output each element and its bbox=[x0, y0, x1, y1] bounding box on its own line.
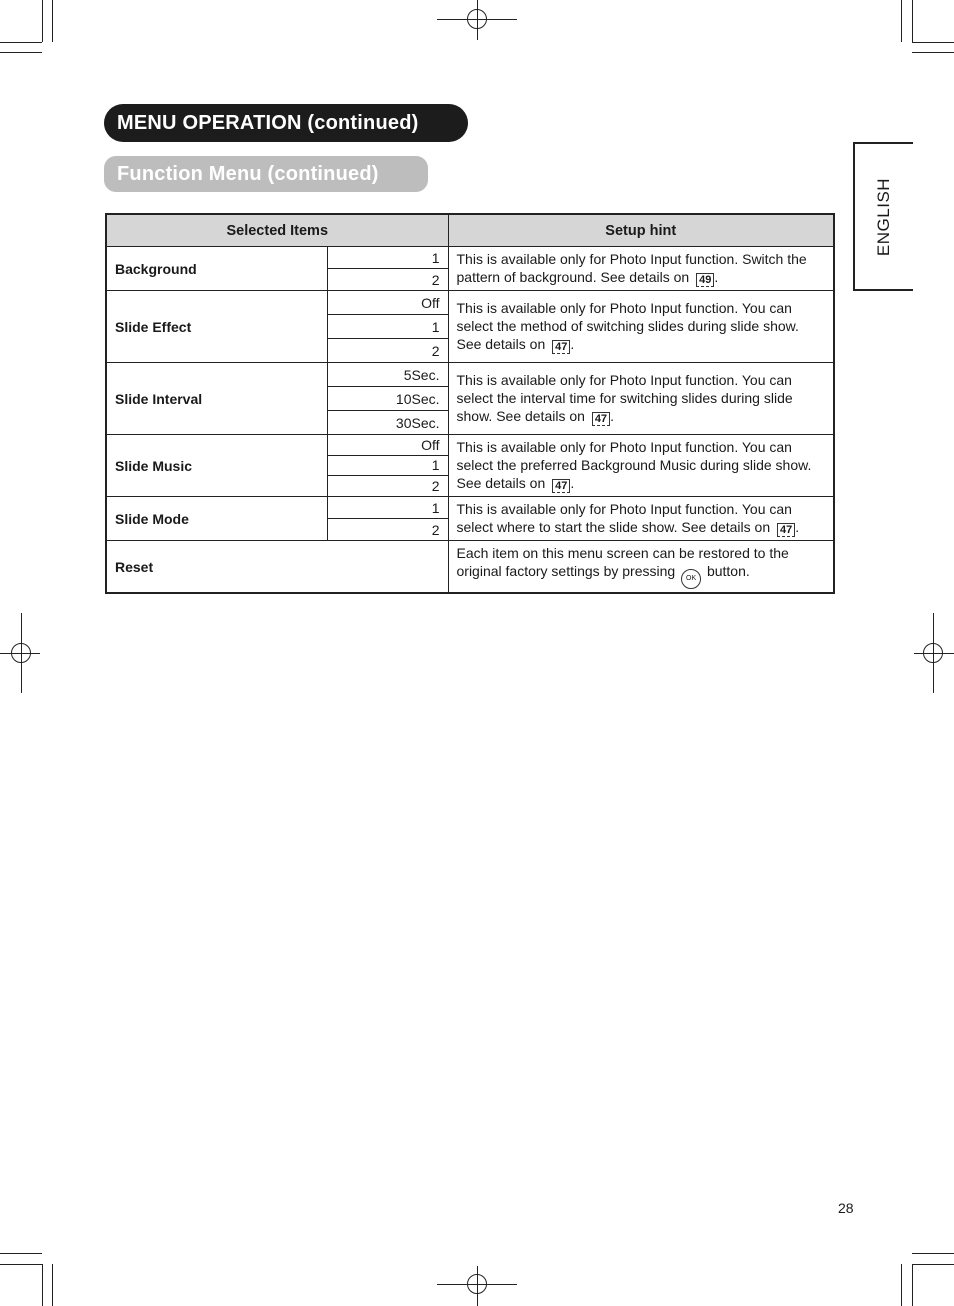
crop-mark bbox=[912, 52, 954, 53]
crop-mark bbox=[52, 1264, 53, 1306]
hint-end: . bbox=[795, 519, 800, 535]
table-row bbox=[106, 541, 834, 594]
ok-button-icon: OK bbox=[681, 569, 701, 589]
setup-hint bbox=[448, 247, 834, 291]
hint-text: This is available only for Photo Input function. You can select the interval time for switching slides during slide show. See details on bbox=[456, 372, 793, 424]
setup-hint bbox=[448, 291, 834, 363]
crop-mark bbox=[42, 0, 43, 42]
option-value: 1 bbox=[327, 315, 448, 339]
option-value: 1 bbox=[327, 497, 448, 519]
hint-text: This is available only for Photo Input function. You can select where to start the slide show. See details on bbox=[456, 501, 792, 535]
table-row bbox=[106, 291, 834, 315]
table-row bbox=[106, 363, 834, 387]
hint-text: This is available only for Photo Input function. You can select the method of switching slides during slide show. See details on bbox=[456, 300, 799, 352]
option-value: 2 bbox=[327, 269, 448, 291]
registration-mark bbox=[477, 0, 478, 40]
crop-mark bbox=[912, 0, 913, 42]
item-reset: Reset bbox=[106, 541, 448, 594]
header-setup-hint: Setup hint bbox=[448, 214, 834, 247]
hint-end: . bbox=[570, 336, 575, 352]
crop-mark bbox=[0, 1264, 42, 1265]
page-reference-icon: 47 bbox=[777, 523, 795, 537]
crop-mark bbox=[0, 42, 42, 43]
option-value: Off bbox=[327, 291, 448, 315]
crop-mark bbox=[901, 0, 902, 42]
crop-mark bbox=[912, 1264, 913, 1306]
crop-mark bbox=[912, 1264, 954, 1265]
setup-hint bbox=[448, 363, 834, 435]
option-value: 5Sec. bbox=[327, 363, 448, 387]
item-slide-music: Slide Music bbox=[106, 435, 327, 497]
table-row bbox=[106, 435, 834, 456]
option-value: 2 bbox=[327, 339, 448, 363]
language-tab-label: ENGLISH bbox=[874, 177, 893, 256]
hint-end: . bbox=[714, 269, 719, 285]
crop-mark bbox=[912, 42, 954, 43]
hint-end: . bbox=[570, 475, 575, 491]
option-value: 2 bbox=[327, 476, 448, 497]
registration-mark bbox=[933, 613, 934, 693]
language-tab bbox=[853, 142, 913, 291]
item-slide-effect: Slide Effect bbox=[106, 291, 327, 363]
crop-mark bbox=[0, 1253, 42, 1254]
option-value: Off bbox=[327, 435, 448, 456]
hint-end: button. bbox=[706, 563, 750, 579]
page-reference-icon: 49 bbox=[696, 273, 714, 287]
crop-mark bbox=[52, 0, 53, 42]
option-value: 1 bbox=[327, 247, 448, 269]
hint-text: This is available only for Photo Input function. Switch the pattern of background. See details on bbox=[456, 251, 807, 285]
option-value: 2 bbox=[327, 519, 448, 541]
page-reference-icon: 47 bbox=[552, 340, 570, 354]
item-background: Background bbox=[106, 247, 327, 291]
page-number: 28 bbox=[838, 1200, 854, 1216]
option-value: 1 bbox=[327, 455, 448, 476]
crop-mark bbox=[0, 52, 42, 53]
setup-hint bbox=[448, 541, 834, 594]
table-row bbox=[106, 247, 834, 269]
registration-mark bbox=[914, 653, 954, 654]
function-menu-table bbox=[105, 213, 835, 594]
registration-mark bbox=[21, 613, 22, 693]
setup-hint bbox=[448, 497, 834, 541]
item-slide-mode: Slide Mode bbox=[106, 497, 327, 541]
page-reference-icon: 47 bbox=[552, 479, 570, 493]
hint-end: . bbox=[610, 408, 614, 424]
crop-mark bbox=[42, 1264, 43, 1306]
crop-mark bbox=[912, 1253, 954, 1254]
section-title: MENU OPERATION (continued) bbox=[104, 104, 468, 142]
hint-text: This is available only for Photo Input function. You can select the preferred Background Music during slide show. See details on bbox=[456, 439, 812, 491]
hint-text: Each item on this menu screen can be restored to the original factory settings by pressing bbox=[456, 545, 789, 579]
setup-hint bbox=[448, 435, 834, 497]
registration-mark bbox=[0, 653, 40, 654]
option-value: 30Sec. bbox=[327, 411, 448, 435]
item-slide-interval: Slide Interval bbox=[106, 363, 327, 435]
header-selected-items: Selected Items bbox=[106, 214, 448, 247]
table-row bbox=[106, 497, 834, 519]
table-header-row bbox=[106, 214, 834, 247]
subsection-title: Function Menu (continued) bbox=[104, 156, 428, 192]
registration-mark bbox=[477, 1266, 478, 1306]
page-reference-icon: 47 bbox=[592, 412, 610, 426]
crop-mark bbox=[901, 1264, 902, 1306]
option-value: 10Sec. bbox=[327, 387, 448, 411]
